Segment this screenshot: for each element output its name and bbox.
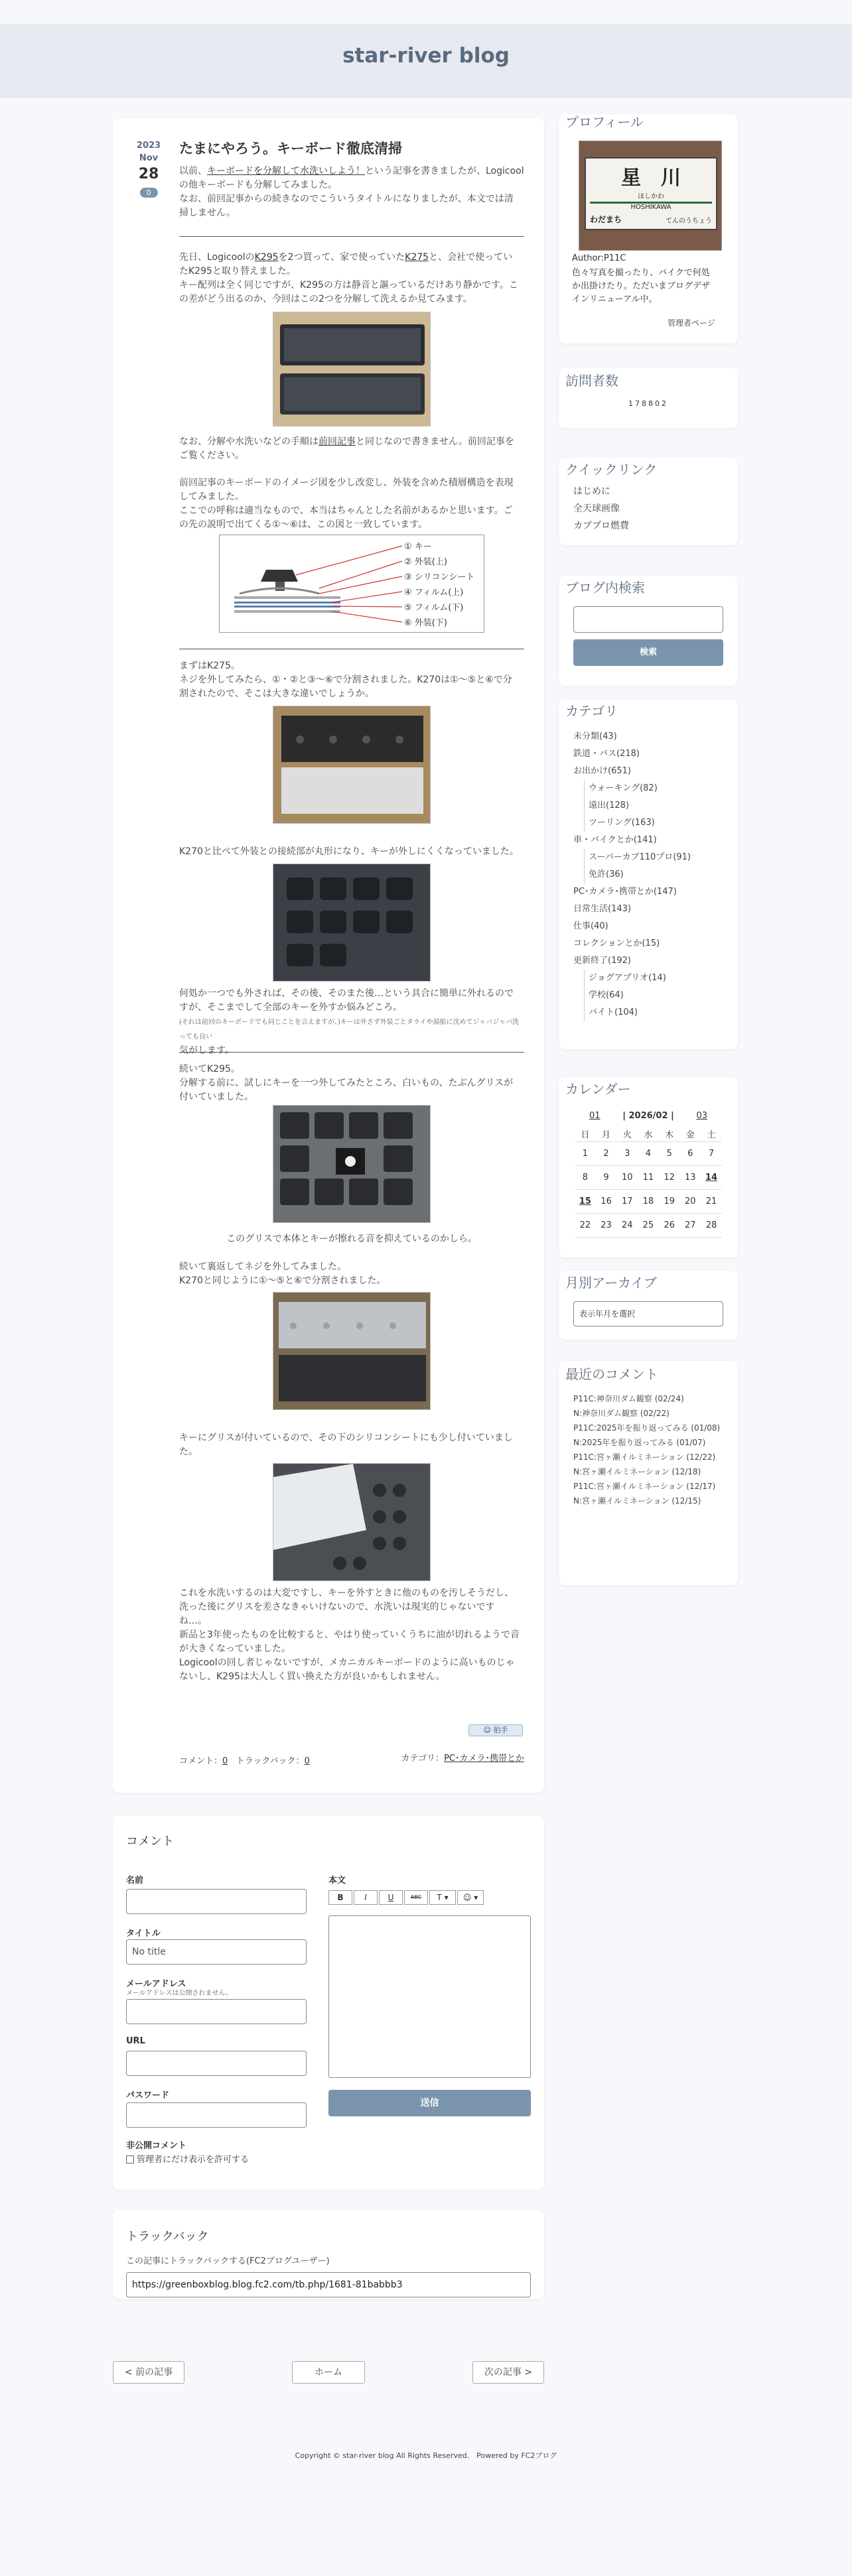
profile-author: Author:P11C — [572, 253, 626, 263]
mail-label: メールアドレス — [126, 1979, 186, 1989]
text-line: 前回記事のキーボードのイメージ図を少し改変し、外装を含めた積層構造を表現 — [179, 478, 514, 488]
calendar-day: 28 — [705, 1220, 717, 1230]
archive-select[interactable]: 表示年月を選択 — [573, 1301, 723, 1326]
category-item[interactable]: ウォーキング(82) — [584, 780, 691, 797]
text-line: ないし、K295は大人しく買い換えた方が良いかもしれません。 — [179, 1671, 445, 1682]
post-month: Nov — [139, 153, 159, 163]
calendar-day[interactable]: 14 — [705, 1173, 718, 1183]
recent-comment-item[interactable]: P11C:宮ヶ瀬イルミネーション (12/17) — [573, 1482, 716, 1491]
underline-button[interactable]: U — [379, 1890, 403, 1905]
calendar-day: 20 — [685, 1196, 696, 1206]
text-line: 何処か一つでも外されば、その後、そのまた後…という具合に簡単に外れるので — [179, 988, 514, 999]
calendar-day: 27 — [685, 1220, 696, 1230]
calendar-weekday: 金 — [685, 1130, 695, 1140]
category-item[interactable]: 遠出(128) — [584, 797, 691, 814]
keyboard-photo-1[interactable] — [273, 312, 431, 426]
calendar-day: 17 — [621, 1196, 633, 1206]
calendar-day: 21 — [705, 1196, 717, 1206]
format-toolbar — [328, 1890, 484, 1905]
title-label: タイトル — [126, 1929, 161, 1939]
category-item[interactable]: お出かけ(651) — [573, 766, 631, 776]
recent-comments-list — [573, 1393, 727, 1510]
calendar-prev-link[interactable]: 01 — [589, 1111, 601, 1121]
text-line: K270と同じように①〜⑤と⑥で分割されました。 — [179, 1275, 386, 1286]
emoji-icon: ☺ — [462, 1893, 472, 1902]
title-input[interactable]: No title — [126, 1939, 307, 1964]
calendar-grid — [575, 1126, 722, 1238]
keyboard-photo-2-art — [273, 706, 431, 824]
trackback-title: トラックバック — [126, 2230, 209, 2244]
calendar-day: 22 — [579, 1220, 591, 1230]
text-line: なお、前回記事からの続きなのでこういうタイトルになりましたが、本文では清 — [179, 194, 514, 204]
category-item[interactable]: バイト(104) — [584, 1004, 691, 1021]
trackback-url[interactable]: https://greenboxblog.blog.fc2.com/tb.php/1681-81babbb3 — [126, 2272, 531, 2297]
post-footer-right — [388, 1751, 524, 1764]
photo-caption: このグリスで本体とキーが擦れる音を抑えているのかしら。 — [226, 1234, 477, 1244]
text-line: 付いていました。 — [179, 1092, 253, 1102]
text-line: ここでの呼称は適当なもので、本当はちゃんとした名前があるかと思います。ご — [179, 505, 513, 516]
comment-count-badge[interactable]: 0 — [140, 188, 158, 198]
calendar-day: 23 — [601, 1220, 612, 1230]
name-label: 名前 — [126, 1876, 144, 1886]
calendar-weekday: 土 — [707, 1130, 716, 1140]
search-button[interactable]: 検索 — [573, 639, 723, 666]
recent-comment-item[interactable]: N:宮ヶ瀬イルミネーション (12/15) — [573, 1496, 701, 1506]
keyboard-photo-3-art — [273, 864, 431, 982]
chevron-down-icon: ▾ — [474, 1893, 478, 1902]
inline-link[interactable]: K275 — [405, 252, 429, 263]
text-line: キーにグリスが付いているので、その下のシリコンシートにも少し付いていまし — [179, 1433, 513, 1443]
text-line: 続いてK295。 — [179, 1064, 240, 1074]
calendar-day: 25 — [642, 1220, 654, 1230]
text-line: の先の説明で出てくる①〜⑥は、この図と一致しています。 — [179, 519, 427, 530]
post-paragraph — [179, 1260, 524, 1288]
calendar-day: 6 — [687, 1149, 693, 1159]
quicklink-item[interactable]: 全天球画像 — [573, 503, 620, 514]
calendar-day: 18 — [642, 1196, 654, 1206]
category-item[interactable]: 未分類(43) — [573, 732, 617, 741]
text-line: 以前、キーボードを分解して水洗いしよう！という記事を書きましたが、Logicool — [179, 166, 524, 176]
text-line: 割されたので、そこは大きな違いでしょうか。 — [179, 688, 374, 699]
layer-label: ③ シリコンシート — [404, 572, 475, 582]
profile-desc — [572, 267, 710, 306]
recent-comment-item[interactable]: N:神奈川ダム観察 (02/22) — [573, 1409, 670, 1418]
station-sign-right: てんのうちょう — [666, 218, 712, 225]
post-paragraph — [179, 845, 524, 859]
calendar-day: 26 — [664, 1220, 675, 1230]
category-link[interactable]: PC･カメラ･携帯とか — [444, 1754, 524, 1764]
text-line: すが、そこまでして全部のキーを外すか悩みどころ。 — [179, 1002, 402, 1013]
submit-comment-button[interactable]: 送信 — [328, 2090, 531, 2116]
chevron-down-icon: ▾ — [444, 1893, 449, 1902]
trackback-label: トラックバック： — [236, 1756, 305, 1766]
profile-desc-line: か出掛けたり。ただいまブログデザ — [572, 281, 711, 291]
quicklinks-heading: クイックリンク — [565, 462, 658, 478]
trackback-count-link[interactable]: 0 — [304, 1756, 310, 1766]
recent-comment-item[interactable]: N:2025年を振り返ってみる (01/07) — [573, 1438, 706, 1447]
text-line: 洗った後にグリスを差さなきゃいけないので、水洗いは現実的じゃないです — [179, 1602, 495, 1612]
comment-label: コメント： — [179, 1756, 223, 1766]
post-paragraph — [179, 659, 524, 701]
text-line: なお、分解や水洗いなどの手順は前回記事と同じなので書きません。前回記事を — [179, 436, 514, 447]
recent-comments-heading: 最近のコメント — [565, 1366, 658, 1382]
layer-diagram — [219, 535, 484, 633]
calendar-week-row — [575, 1214, 722, 1238]
categories-heading: カテゴリ — [565, 703, 618, 719]
keyboard-photo-6-art — [273, 1464, 431, 1581]
calendar-day: 8 — [582, 1173, 588, 1183]
keyboard-photo-5-art — [273, 1293, 431, 1410]
inline-link[interactable]: K295 — [254, 252, 279, 263]
post-paragraph — [179, 251, 524, 306]
text-line: ご覧ください。 — [179, 450, 244, 461]
station-sign-kana: ほしかわ — [638, 193, 664, 200]
post-title[interactable]: たまにやろう。キーボード徹底清掃 — [179, 141, 402, 157]
comment-count-link[interactable]: 0 — [222, 1756, 228, 1766]
recent-comment-item[interactable]: P11C:神奈川ダム観察 (02/24) — [573, 1394, 684, 1403]
copyright: Copyright © star-river blog All Rights Reserved. Powered by FC2ブログ — [295, 2451, 557, 2460]
calendar-day[interactable]: 15 — [579, 1196, 591, 1206]
next-post-button[interactable]: 次の記事 > — [472, 2361, 544, 2384]
calendar-day: 5 — [666, 1149, 672, 1159]
station-sign-left: わだまち — [590, 215, 622, 224]
recent-comment-item[interactable]: P11C:2025年を振り返ってみる (01/08) — [573, 1423, 721, 1433]
category-item[interactable]: 車・バイクとか(141) — [573, 835, 657, 845]
comment-form-title: コメント — [126, 1835, 174, 1848]
layer-label: ② 外装(上) — [404, 557, 447, 567]
calendar-nav — [575, 1109, 722, 1124]
text-line: の差がどう出るのか、今回はこの2つを分解して洗えるか見てみます。 — [179, 294, 472, 304]
calendar-day: 2 — [603, 1149, 609, 1159]
category-item[interactable]: PC･カメラ･携帯とか(147) — [573, 887, 677, 897]
calendar-day: 1 — [582, 1149, 588, 1159]
text-line: キー配列は全く同じですが、K295の方は静音と謳っているだけあり静かです。こ — [179, 280, 518, 290]
text-line: ね…。 — [179, 1616, 207, 1626]
url-label: URL — [126, 2036, 145, 2046]
password-input[interactable] — [126, 2102, 307, 2128]
station-sign-roman: HOSHIKAWA — [590, 202, 712, 211]
visitor-counter: 178802 — [628, 399, 668, 408]
text-line: Logicoolの回し者じゃないですが、メカニカルキーボードのように高いものじゃ — [179, 1657, 515, 1668]
calendar-day: 13 — [685, 1173, 696, 1183]
calendar-weekday-row — [575, 1126, 722, 1142]
visitors-heading: 訪問者数 — [565, 373, 618, 389]
calendar-weekday: 月 — [602, 1130, 611, 1140]
text-line: の他キーボードも分解してみました。 — [179, 180, 337, 190]
layer-label: ① キー — [404, 542, 432, 552]
search-heading: ブログ内検索 — [565, 580, 645, 596]
calendar-weekday: 木 — [665, 1130, 674, 1140]
divider — [179, 1052, 524, 1053]
name-input[interactable] — [126, 1889, 307, 1914]
post-paragraph — [179, 1063, 524, 1104]
keyboard-photo-6[interactable] — [273, 1463, 431, 1581]
post-year: 2023 — [136, 141, 161, 151]
calendar-week-row — [575, 1190, 722, 1214]
quicklink-item[interactable]: はじめに — [573, 486, 610, 497]
calendar-next-link[interactable]: 03 — [696, 1111, 707, 1121]
home-button[interactable]: ホーム — [292, 2361, 365, 2384]
post-paragraph — [179, 435, 524, 463]
category-item[interactable]: ツーリング(163) — [584, 814, 691, 832]
calendar-day: 10 — [621, 1173, 633, 1183]
secret-label: 非公開コメント — [126, 2141, 187, 2151]
text-line: ネジを外してみたら、①・②と③〜⑥で分割されました。K270は①〜⑤と⑥で分 — [179, 675, 512, 685]
category-item[interactable]: 免許(36) — [584, 866, 691, 883]
recent-comment-item[interactable]: N:宮ヶ瀬イルミネーション (12/18) — [573, 1467, 701, 1476]
text-line: これを水洗いするのは大変ですし、キーを外すときに他のものを汚しそうだし、 — [179, 1588, 514, 1598]
keyboard-photo-5[interactable] — [273, 1292, 431, 1410]
text-line: 分解する前に、試しにキーを一つ外してみたところ、白いもの、たぶんグリスが — [179, 1078, 514, 1088]
archive-heading: 月別アーカイブ — [565, 1275, 657, 1291]
small-note: (それは前回のキーボードでも同じことを言えますが、)キーは外さず外装ごとタライや湯船に沈めてジャバジャバ洗っても良い — [179, 1019, 520, 1041]
calendar-weekday: 日 — [581, 1130, 590, 1140]
station-sign-main: 星 川 — [621, 166, 681, 190]
post-paragraph — [179, 1586, 524, 1684]
text-line: 先日、LogicoolのK295を2つ買って、家で使っていたK275と、会社で使ってい — [179, 252, 513, 263]
admin-page-link[interactable]: 管理者ページ — [668, 318, 715, 328]
category-item[interactable]: 日常生活(143) — [573, 904, 631, 914]
profile-photo — [579, 141, 722, 251]
text-color-button[interactable] — [429, 1890, 456, 1905]
trackback-desc: この記事にトラックバックする(FC2ブログユーザー) — [126, 2256, 330, 2266]
category-item[interactable]: 学校(64) — [584, 987, 691, 1004]
calendar-heading: カレンダー — [565, 1081, 631, 1097]
text-line: た。 — [179, 1447, 198, 1457]
secret-checkbox[interactable] — [126, 2156, 134, 2163]
italic-button[interactable]: I — [354, 1890, 378, 1905]
calendar-day: 12 — [664, 1173, 675, 1183]
layer-label: ⑥ 外装(下) — [404, 618, 447, 628]
password-label: パスワード — [126, 2091, 170, 2100]
post-paragraph — [179, 476, 524, 532]
text-line: 掃しません。 — [179, 208, 236, 218]
quicklinks-list — [573, 483, 629, 535]
post-paragraph — [179, 1431, 524, 1459]
category-label: カテゴリ： — [401, 1754, 445, 1764]
calendar-day: 9 — [603, 1173, 609, 1183]
post-paragraph-mixed — [179, 987, 524, 1058]
profile-heading: プロフィール — [565, 114, 644, 130]
keyboard-photo-4[interactable] — [273, 1105, 431, 1223]
layer-labels — [404, 539, 474, 631]
keyboard-photo-3[interactable] — [273, 864, 431, 982]
category-item[interactable]: 仕事(40) — [573, 921, 608, 931]
secret-option — [126, 2152, 249, 2165]
calendar-weekday: 水 — [644, 1130, 653, 1140]
text-line: K270と比べて外装との接続部が丸形になり、キーが外しにくくなっていました。 — [179, 846, 519, 857]
strike-button[interactable]: ABC — [404, 1890, 428, 1905]
calendar-week-row — [575, 1142, 722, 1166]
keyboard-photo-1-art — [273, 312, 431, 426]
inline-link[interactable]: 前回記事 — [319, 436, 356, 447]
category-item[interactable]: スーパーカブ110プロ(91) — [584, 849, 691, 866]
calendar-day: 24 — [621, 1220, 633, 1230]
post-day: 28 — [138, 166, 159, 182]
profile-desc-line: インリニューアル中。 — [572, 294, 658, 304]
clap-icon: ☺ — [483, 1726, 491, 1734]
profile-desc-line: 色々写真を撮ったり、バイクで何処 — [572, 268, 710, 278]
secret-option-label: 管理者にだけ表示を許可する — [137, 2155, 249, 2165]
divider — [179, 236, 524, 237]
text-line: まずはK275。 — [179, 661, 240, 671]
calendar-day: 7 — [708, 1149, 715, 1159]
calendar-day: 11 — [642, 1173, 654, 1183]
calendar-day: 16 — [601, 1196, 612, 1206]
text-line-small — [179, 1015, 524, 1044]
post-date — [131, 141, 167, 198]
prev-post-button[interactable]: < 前の記事 — [113, 2361, 184, 2384]
text-line: してみました。 — [179, 491, 244, 502]
bold-button[interactable]: B — [328, 1890, 352, 1905]
calendar-day: 19 — [664, 1196, 675, 1206]
clap-label: 拍手 — [493, 1726, 508, 1734]
calendar-current: | 2026/02 | — [622, 1111, 674, 1121]
calendar-weekday: 火 — [622, 1130, 632, 1140]
calendar — [575, 1109, 722, 1250]
layer-label: ④ フィルム(上) — [404, 588, 464, 598]
calendar-day: 3 — [624, 1149, 630, 1159]
recent-comment-item[interactable]: P11C:宮ヶ瀬イルミネーション (12/22) — [573, 1452, 716, 1462]
quicklink-item[interactable]: カブプロ燃費 — [573, 521, 629, 531]
category-item[interactable]: ジョグアプリオ(14) — [584, 970, 691, 987]
text-line: が大きくなっていました。 — [179, 1643, 291, 1654]
text-color-label: T — [437, 1893, 442, 1902]
layer-label: ⑤ フィルム(下) — [404, 603, 464, 613]
text-line: 新品と3年使ったものを比較すると、やはり使っていくうちに油が切れるようで音 — [179, 1630, 520, 1640]
keyboard-photo-2[interactable] — [273, 706, 431, 824]
mail-note: メールアドレスは公開されません。 — [126, 1990, 233, 1997]
blog-title[interactable]: star-river blog — [342, 44, 510, 68]
categories-list — [573, 728, 691, 1021]
calendar-day: 4 — [645, 1149, 652, 1159]
text-line: 気がします。 — [179, 1045, 234, 1056]
search-input[interactable] — [573, 606, 723, 633]
text-line: たK295と取り替えました。 — [179, 266, 296, 277]
category-item[interactable]: コレクションとか(15) — [573, 938, 660, 948]
category-item[interactable]: 鉄道・バス(218) — [573, 749, 640, 759]
body-textarea[interactable] — [328, 1915, 531, 2078]
calendar-current-month: 2026/02 — [628, 1111, 668, 1121]
post-paragraph — [179, 164, 524, 220]
category-item[interactable]: 更新終了(192) — [573, 956, 631, 966]
calendar-week-row — [575, 1166, 722, 1190]
url-input[interactable] — [126, 2051, 307, 2076]
clap-button[interactable] — [468, 1724, 523, 1736]
text-line: 続いて裏返してネジを外してみました。 — [179, 1261, 346, 1272]
emoji-button[interactable] — [457, 1890, 484, 1905]
mail-input[interactable] — [126, 1999, 307, 2024]
body-label: 本文 — [328, 1876, 346, 1886]
station-sign — [585, 157, 717, 230]
inline-link[interactable]: キーボードを分解して水洗いしよう！ — [207, 166, 365, 176]
post-footer-left — [179, 1754, 310, 1766]
keyboard-photo-4-art — [273, 1106, 431, 1223]
